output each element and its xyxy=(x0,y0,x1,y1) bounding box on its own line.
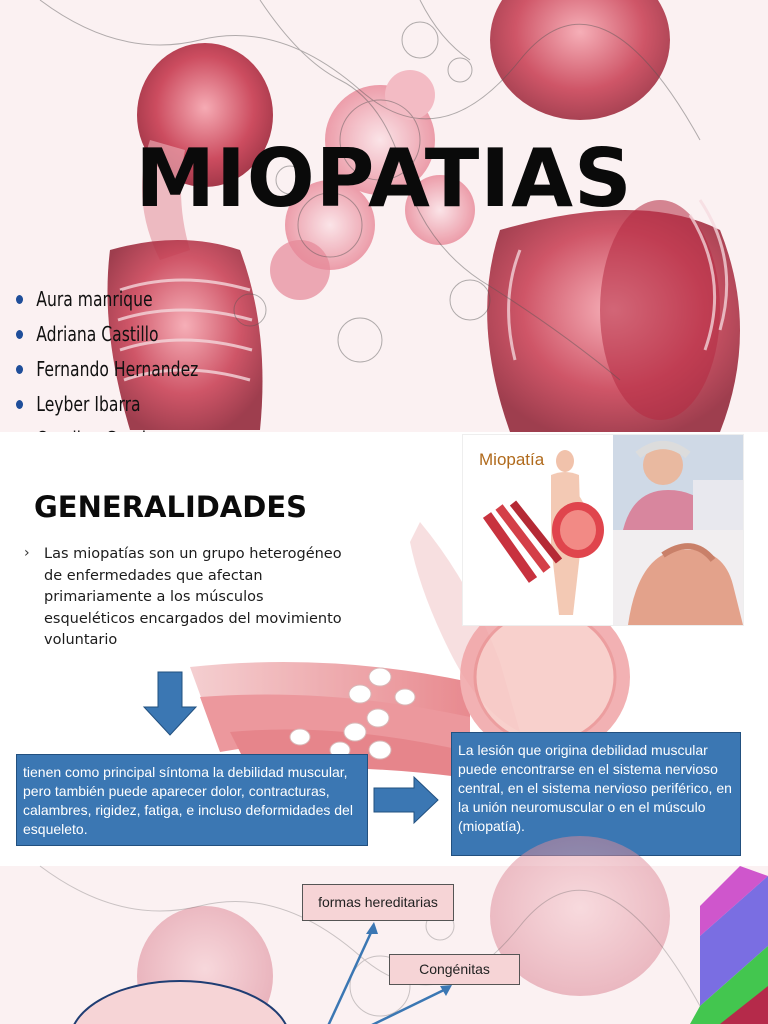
classification-slide xyxy=(0,866,768,1024)
bullet-dot-icon xyxy=(16,400,23,409)
hereditary-forms-label: formas hereditarias xyxy=(302,884,454,921)
team-member-item xyxy=(16,282,198,317)
team-member-name: Fernando Hernandez xyxy=(36,357,199,381)
generalities-slide xyxy=(0,432,768,866)
team-member-item xyxy=(16,352,198,387)
team-member-name: Leyber Ibarra xyxy=(36,392,141,416)
myopathy-image-collage xyxy=(462,434,744,626)
team-members-list xyxy=(16,282,250,457)
bullet-dot-icon xyxy=(16,330,23,339)
team-member-name: Aura manrique xyxy=(36,287,153,311)
lesion-origin-box: La lesión que origina debilidad muscular puede encontrarse en el sistema nervioso central, en el sistema nervioso periférico, en la unión neuromuscular o en el músculo (miopatía). xyxy=(451,732,741,856)
presentation-title: MIOPATIAS xyxy=(135,132,633,225)
bullet-dot-icon xyxy=(16,295,23,304)
congenital-label: Congénitas xyxy=(389,954,520,985)
image-label: Miopatía xyxy=(479,450,545,469)
down-arrow-icon xyxy=(144,672,196,735)
section-heading: GENERALIDADES xyxy=(34,490,308,524)
symptoms-box: tienen como principal síntoma la debilidad muscular, pero también puede aparecer dolor, contracturas, calambres, rigidez, fatiga, e incluso deformidades del esqueleto. xyxy=(16,754,368,846)
team-member-item xyxy=(16,317,198,352)
bullet-dot-icon xyxy=(16,365,23,374)
team-member-item xyxy=(16,387,198,422)
generalities-description: Las miopatías son un grupo heterogéneo de enfermedades que afectan primariamente a los músculos esqueléticos encargados del movimiento voluntario xyxy=(44,546,342,648)
team-member-name: Adriana Castillo xyxy=(36,322,159,346)
title-slide xyxy=(0,0,768,432)
right-arrow-icon xyxy=(374,777,438,823)
myopathy-photo-illustration xyxy=(463,435,743,625)
chevron-right-icon: › xyxy=(24,545,30,561)
